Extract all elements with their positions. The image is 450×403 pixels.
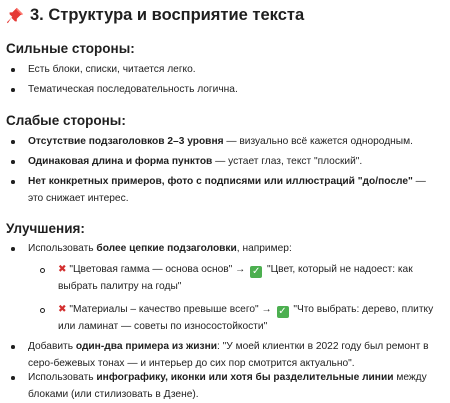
bullet xyxy=(40,308,45,313)
cross-mark-icon: ✖ xyxy=(58,264,67,275)
cross-mark-icon: ✖ xyxy=(58,304,67,315)
bullet xyxy=(11,247,15,251)
strengths-title: Сильные стороны: xyxy=(6,41,135,56)
bullet xyxy=(11,160,15,164)
strength-item: Тематическая последовательность логична. xyxy=(28,81,438,98)
example-subitem: ✖ "Материалы – качество превыше всего" → ✓ "Что выбрать: дерево, плитку или ламинат — советы по износостойкости" xyxy=(58,301,438,335)
bullet xyxy=(11,88,15,92)
example-subitem: ✖ "Цветовая гамма — основа основ" → ✓ "Цвет, который не надоест: как выбрать палитру на годы" xyxy=(58,261,438,295)
bullet xyxy=(11,180,15,184)
check-mark-icon: ✓ xyxy=(278,306,287,317)
bullet xyxy=(11,345,15,349)
weakness-item: Одинаковая длина и форма пунктов — устает глаз, текст "плоский". xyxy=(28,153,438,170)
strength-item: Есть блоки, списки, читается легко. xyxy=(28,61,438,78)
section-heading xyxy=(6,6,304,25)
bullet xyxy=(11,140,15,144)
improvement-item: Использовать инфографику, иконки или хотя бы разделительные линии между блоками (или стилизовать в Дзене). xyxy=(28,369,438,403)
section-heading-text: 3. Структура и восприятие текста xyxy=(30,6,305,24)
weakness-item: Нет конкретных примеров, фото с подписями или иллюстраций "до/после" — это снижает интерес. xyxy=(28,173,438,207)
improvement-item: Использовать более цепкие подзаголовки, например: xyxy=(28,240,438,257)
pushpin-icon xyxy=(6,7,24,25)
weaknesses-title: Слабые стороны: xyxy=(6,113,126,128)
bullet xyxy=(11,68,15,72)
improvement-item: Добавить один-два примера из жизни: "У моей клиентки в 2022 году был ремонт в серо-бежевых тонах — и интерьер до сих пор смотрится актуально". xyxy=(28,338,438,372)
improvements-title: Улучшения: xyxy=(6,221,85,236)
bullet xyxy=(40,268,45,273)
bullet xyxy=(11,376,15,380)
check-mark-icon: ✓ xyxy=(251,266,261,277)
weakness-item: Отсутствие подзаголовков 2–3 уровня — визуально всё кажется однородным. xyxy=(28,133,438,150)
